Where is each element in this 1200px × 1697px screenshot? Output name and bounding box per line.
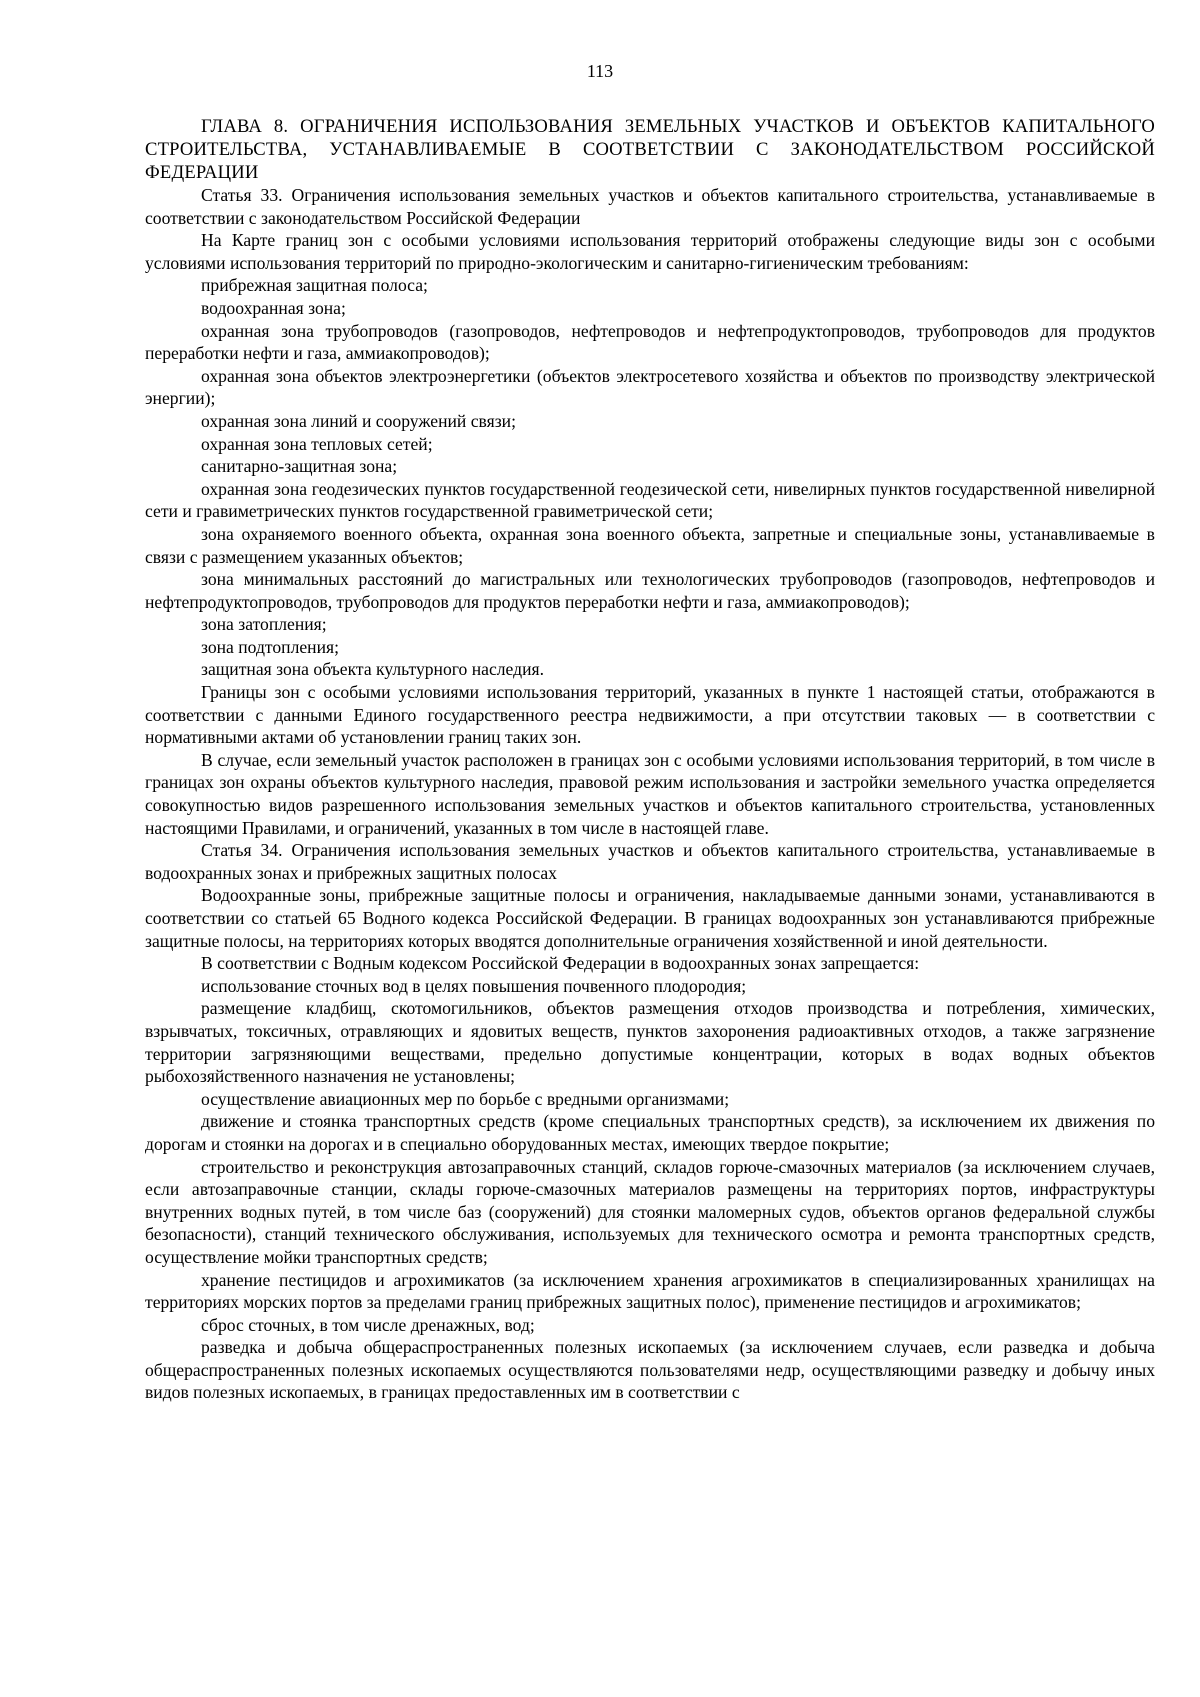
paragraph: Границы зон с особыми условиями использования территорий, указанных в пункте 1 настоящей статьи, отображаются в соответствии с данными Единого государственного реестра недвижимости, а при отсутствии таковых — в соответствии с нормативными актами об установлении границ таких зон.	[145, 682, 1155, 748]
list-item: охранная зона геодезических пунктов государственной геодезической сети, нивелирных пунктов государственной нивелирной сети и гравиметрических пунктов государственной гравиметрической сети;	[145, 478, 1155, 522]
paragraph: В случае, если земельный участок расположен в границах зон с особыми условиями использования территорий, в том числе в границах зон охраны объектов культурного наследия, правовой режим использования и застройки земельного участка определяется совокупностью видов разрешенного использования земельных участков и объектов капитального строительства, установленных настоящими Правилами, и ограничений, указанных в том числе в настоящей главе.	[145, 749, 1155, 838]
list-item: движение и стоянка транспортных средств (кроме специальных транспортных средств), за исключением их движения по дорогам и стоянки на дорогах и в специально оборудованных местах, имеющих твердое покрытие;	[145, 1111, 1155, 1154]
list-item: водоохранная зона;	[201, 297, 346, 318]
list-item: зона минимальных расстояний до магистральных или технологических трубопроводов (газопроводов, нефтепроводов и нефтепродуктопроводов, трубопроводов для продуктов переработки нефти и газа, аммиакопроводов);	[145, 569, 1155, 612]
list-item: хранение пестицидов и агрохимикатов (за исключением хранения агрохимикатов в специализированных хранилищах на территориях морских портов за пределами границ прибрежных защитных полос), применение пестицидов и агрохимикатов;	[145, 1269, 1155, 1313]
list-item: осуществление авиационных мер по борьбе с вредными организмами;	[201, 1088, 730, 1109]
list-item: размещение кладбищ, скотомогильников, объектов размещения отходов производства и потребления, химических, взрывчатых, токсичных, отравляющих и ядовитых веществ, пунктов захоронения радиоактивных отходов, а также загрязнение территории загрязняющими веществами, предельно допустимые концентрации, которых в водах водных объектов рыбохозяйственного назначения не установлены;	[145, 998, 1155, 1087]
chapter-heading: ГЛАВА 8. ОГРАНИЧЕНИЯ ИСПОЛЬЗОВАНИЯ ЗЕМЕЛЬНЫХ УЧАСТКОВ И ОБЪЕКТОВ КАПИТАЛЬНОГО СТРОИТЕЛЬСТВА, УСТАНАВЛИВАЕМЫЕ В СООТВЕТСТВИИ С ЗАКОНОДАТЕЛЬСТВОМ РОССИЙСКОЙ ФЕДЕРАЦИИ	[145, 116, 1155, 183]
article-33-heading: Статья 33. Ограничения использования земельных участков и объектов капитального строительства, устанавливаемые в соответствии с законодательством Российской Федерации	[145, 185, 1155, 228]
list-item: сброс сточных, в том числе дренажных, вод;	[201, 1314, 535, 1335]
paragraph: В соответствии с Водным кодексом Российской Федерации в водоохранных зонах запрещается:	[201, 953, 920, 974]
list-item: использование сточных вод в целях повышения почвенного плодородия;	[201, 975, 747, 996]
list-item: прибрежная защитная полоса;	[201, 275, 428, 296]
list-item: строительство и реконструкция автозаправочных станций, складов горюче-смазочных материалов (за исключением случаев, если автозаправочные станции, склады горюче-смазочных материалов размещены на территориях портов, инфраструктуры внутренних водных путей, в том числе баз (сооружений) для стоянки маломерных судов, объектов органов федеральной службы безопасности), станций технического обслуживания, используемых для технического осмотра и ремонта транспортных средств, осуществление мойки транспортных средств;	[145, 1156, 1155, 1267]
article-34-heading: Статья 34. Ограничения использования земельных участков и объектов капитального строительства, устанавливаемые в водоохранных зонах и прибрежных защитных полосах	[145, 840, 1155, 883]
list-item: защитная зона объекта культурного наследия.	[201, 659, 544, 680]
list-item: охранная зона трубопроводов (газопроводов, нефтепроводов и нефтепродуктопроводов, трубопроводов для продуктов переработки нефти и газа, аммиакопроводов);	[145, 320, 1155, 364]
list-item: зона подтопления;	[201, 636, 339, 657]
list-item: охранная зона объектов электроэнергетики (объектов электросетевого хозяйства и объектов по производству электрической энергии);	[145, 365, 1155, 409]
paragraph: Водоохранные зоны, прибрежные защитные полосы и ограничения, накладываемые данными зонами, устанавливаются в соответствии со статьей 65 Водного кодекса Российской Федерации. В границах водоохранных зон устанавливаются прибрежные защитные полосы, на территориях которых вводятся дополнительные ограничения хозяйственной и иной деятельности.	[145, 885, 1155, 951]
list-item: зона затопления;	[201, 614, 327, 635]
list-item: охранная зона линий и сооружений связи;	[201, 410, 516, 431]
list-item: разведка и добыча общераспространенных полезных ископаемых (за исключением случаев, если разведка и добыча общераспространенных полезных ископаемых осуществляются пользователями недр, осуществляющими разведку и добычу иных видов полезных ископаемых, в границах предоставленных им в соответствии с	[145, 1337, 1155, 1403]
paragraph: На Карте границ зон с особыми условиями использования территорий отображены следующие виды зон с особыми условиями использования территорий по природно-экологическим и санитарно-гигиеническим требованиям:	[145, 230, 1155, 273]
list-item: санитарно-защитная зона;	[201, 456, 398, 477]
list-item: зона охраняемого военного объекта, охранная зона военного объекта, запретные и специальные зоны, устанавливаемые в связи с размещением указанных объектов;	[145, 523, 1155, 567]
document-body	[145, 115, 1155, 1404]
page-number: 113	[586, 61, 614, 81]
list-item: охранная зона тепловых сетей;	[201, 433, 433, 454]
